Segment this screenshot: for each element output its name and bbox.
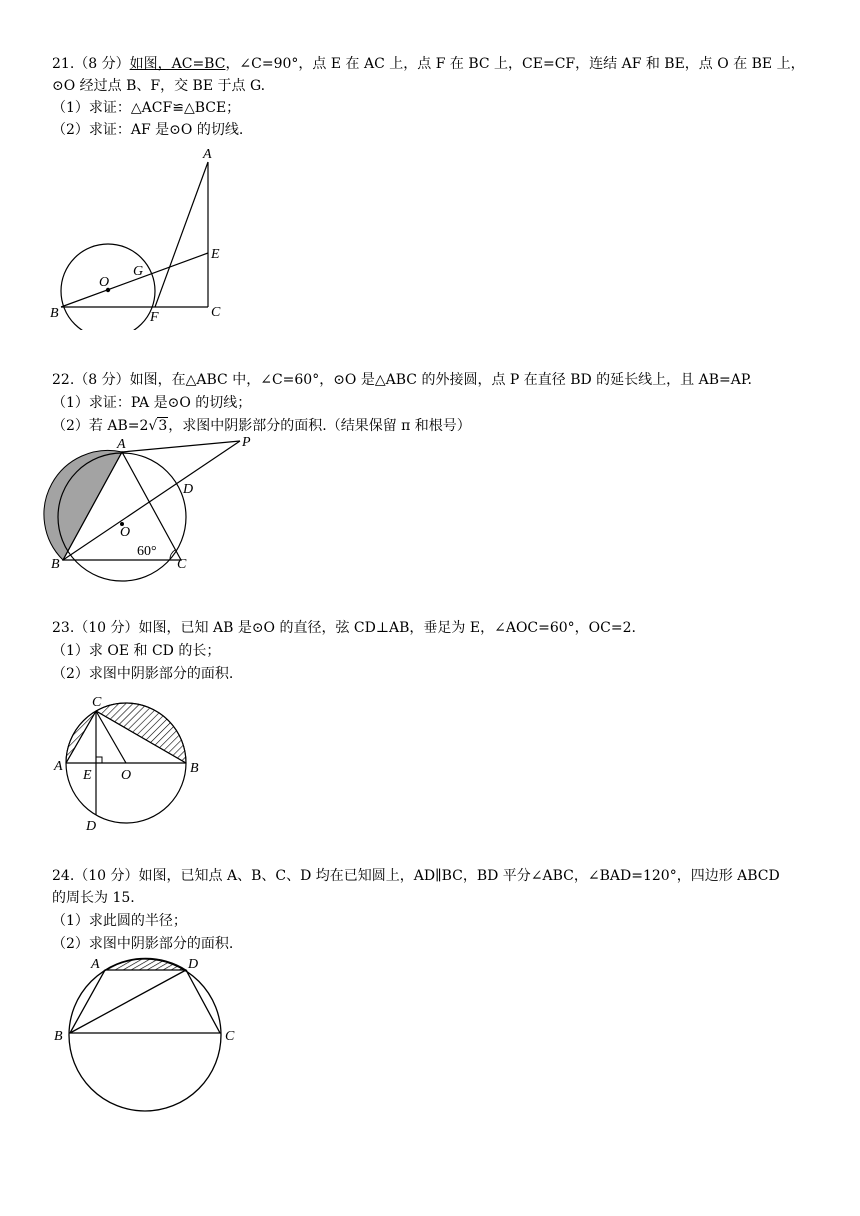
- q22-label-c: C: [177, 557, 187, 572]
- q22-figure: [40, 432, 270, 592]
- q22-part2-b: ，求图中阴影部分的面积.（结果保留 π 和根号）: [168, 418, 471, 434]
- q23-segment-ac: [66, 711, 96, 763]
- q23-label-e: E: [83, 768, 92, 783]
- q22-label-o: O: [120, 525, 131, 540]
- q22-part1: （1）求证：PA 是⊙O 的切线；: [52, 395, 252, 411]
- q22-root-value: 3: [158, 418, 168, 434]
- q21-label-e: E: [211, 247, 220, 262]
- q21-segment-be: [61, 253, 208, 307]
- q23-right-angle-mark: [96, 757, 102, 763]
- q24-stem-line2: 的周长为 15.: [52, 890, 135, 906]
- q24-part2: （2）求图中阴影部分的面积.: [52, 936, 234, 952]
- q24-circle: [69, 959, 221, 1111]
- q23-label-a: A: [54, 759, 63, 774]
- q21-underlined-text: 如图，AC=BC: [129, 56, 226, 72]
- q23-label-c: C: [92, 695, 102, 710]
- q24-label-b: B: [54, 1029, 63, 1044]
- q23-label-b: B: [190, 761, 199, 776]
- q24-part1: （1）求此圆的半径；: [52, 913, 187, 929]
- q21-label-f: F: [150, 310, 159, 325]
- q21-stem-rest: ，∠C=90°，点 E 在 AC 上，点 F 在 BC 上，CE=CF，连结 AF 和 BE，点 O 在 BE 上，: [225, 56, 805, 72]
- q22-label-d: D: [183, 482, 194, 497]
- q23-part2: （2）求图中阴影部分的面积.: [52, 666, 234, 682]
- q24-label-a: A: [91, 957, 100, 972]
- q23-label-d: D: [86, 819, 97, 834]
- q22-label-angle: 60°: [137, 544, 157, 559]
- q21-number: 21.（8 分）: [52, 56, 130, 72]
- q21-part1: （1）求证：△ACF≌△BCE；: [52, 100, 241, 116]
- q23-label-o: O: [121, 768, 132, 783]
- q22-label-a: A: [117, 437, 126, 452]
- q24-label-c: C: [225, 1029, 235, 1044]
- q22-label-p: P: [242, 435, 251, 450]
- q22-line-ap: [122, 441, 240, 452]
- q21-label-o: O: [99, 275, 110, 290]
- q24-figure: [45, 950, 255, 1115]
- q21-figure: [40, 140, 240, 330]
- q21-segment-af: [155, 162, 208, 307]
- q24-stem-line1: 24.（10 分）如图，已知点 A、B、C、D 均在已知圆上，AD∥BC，BD 平分∠ABC，∠BAD=120°，四边形 ABCD: [52, 868, 780, 884]
- q23-part1: （1）求 OE 和 CD 的长；: [52, 643, 221, 659]
- sqrt-sign: √3: [148, 418, 168, 434]
- q21-stem-line1: [52, 54, 805, 74]
- q21-part2: （2）求证：AF 是⊙O 的切线.: [52, 122, 244, 138]
- q21-label-c: C: [211, 305, 221, 320]
- q21-label-g: G: [133, 264, 144, 279]
- q21-label-b: B: [50, 306, 59, 321]
- q23-stem: 23.（10 分）如图，已知 AB 是⊙O 的直径，弦 CD⊥AB，垂足为 E，∠AOC=60°，OC=2.: [52, 620, 636, 636]
- q21-stem-line2: ⊙O 经过点 B、F，交 BE 于点 G.: [52, 78, 266, 94]
- q22-label-b: B: [51, 557, 60, 572]
- q24-label-d: D: [188, 957, 199, 972]
- q21-label-a: A: [203, 147, 212, 162]
- q23-figure: [45, 685, 215, 835]
- q22-part2-a: （2）若 AB=2: [52, 418, 149, 434]
- q23-shaded-region-right: [96, 703, 186, 763]
- q22-stem: 22.（8 分）如图，在△ABC 中，∠C=60°，⊙O 是△ABC 的外接圆，点 P 在直径 BD 的延长线上，且 AB=AP.: [52, 372, 752, 388]
